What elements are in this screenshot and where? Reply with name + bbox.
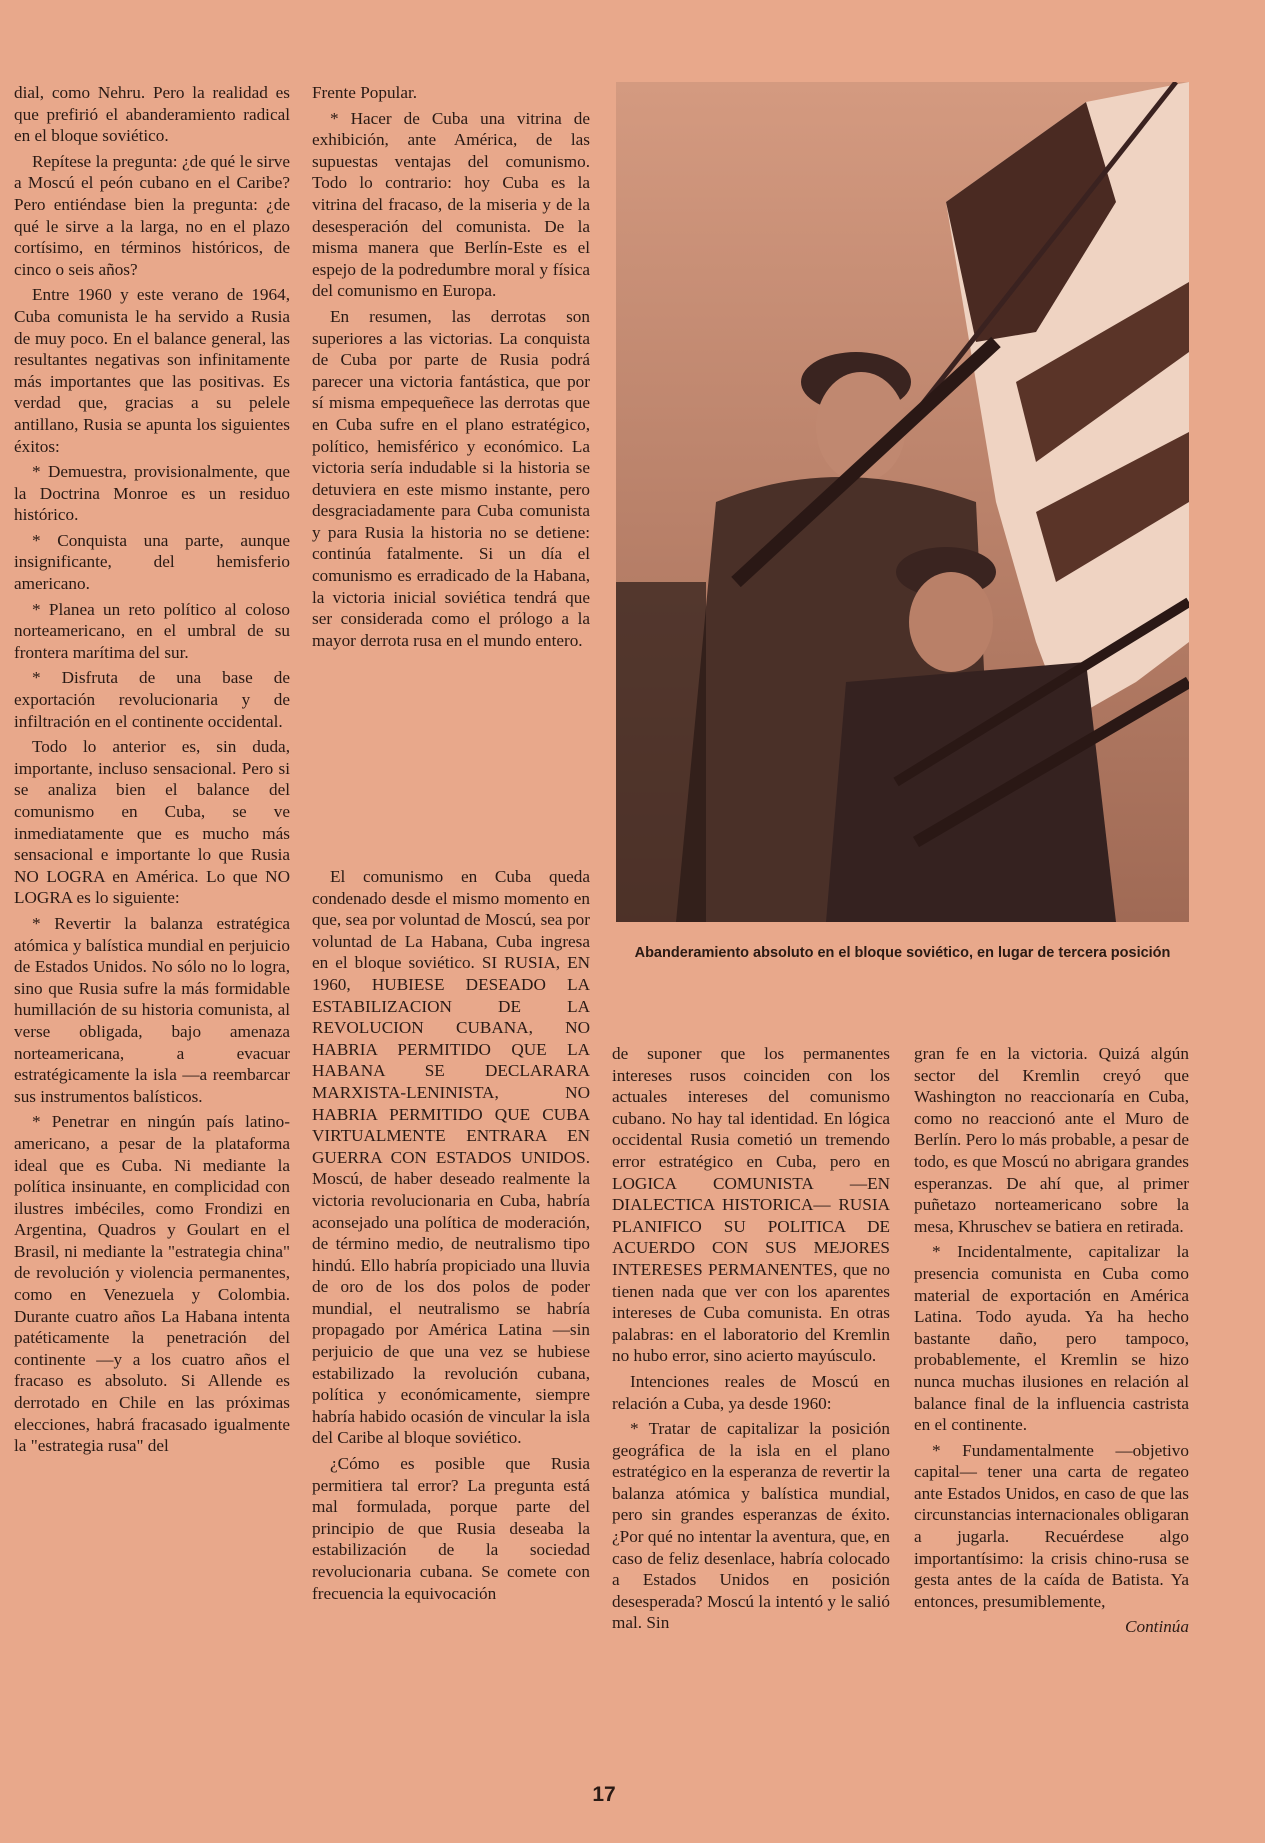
paragraph: de suponer que los permanentes intereses rusos coinciden con los actuales intereses del comunismo cubano. No hay tal identidad. En lógica occidental Rusia cometió un tremendo error estratégico en Cuba, pero en LOGICA COMUNISTA —EN DIALECTICA HISTORICA— RUSIA PLANIFICO SU POLITICA DE ACUERDO CON SUS MEJORES INTERESES PERMANENTES, que no tienen nada que ver con los aparentes intereses de Cuba comunista. En otras palabras: en el laboratorio del Kremlin no hubo error, sino acierto mayúsculo. [612,1044,890,1366]
bullet-paragraph: * Incidentalmente, capitalizar la presencia comunista en Cuba como material de exportación en América Latina. Todo ayuda. Ya ha hecho bastante daño, pero tampoco, probablemente, el Kremlin se hizo nunca muchas ilusiones en relación al balance final de la influencia castrista en el continente. [914,1242,1189,1435]
bullet-paragraph: * Demuestra, provisionalmente, que la Doctrina Monroe es un residuo histórico. [14,462,290,525]
column-2-lower [312,866,590,1608]
paragraph: dial, como Nehru. Pero la realidad es que prefirió el abanderamiento radical en el bloque soviético. [14,83,290,146]
bullet-paragraph: * Conquista una parte, aunque insignificante, del hemisferio americano. [14,530,290,594]
photo-soldiers-with-flag [616,82,1189,922]
column-2 [312,82,590,655]
paragraph: El comunismo en Cuba queda condenado desde el mismo momento en que, sea por voluntad de Moscú, sea por voluntad de La Habana, Cuba ingresa en el bloque soviético. SI RUSIA, EN 1960, HUBIESE DESEADO LA ESTABILIZACION DE LA REVOLUCION CUBANA, NO HABRIA PERMITIDO QUE LA HABANA SE DECLARARA MARXISTA-LENINISTA, NO HABRIA PERMITIDO QUE CUBA VIRTUALMENTE ENTRARA EN GUERRA CON ESTADOS UNIDOS. Moscú, de haber deseado realmente la victoria revolucionaria en Cuba, habría aconsejado una política de moderación, de término medio, de neutralismo tipo hindú. Ello habría propiciado una lluvia de oro de los dos polos de poder mundial, el neutralismo se habría propagado por América Latina —sin perjuicio de que una vez se hubiese estabilizado la revolución cubana, política y económicamente, siempre habría habido ocasión de vincular la isla del Caribe al bloque soviético. [312,867,590,1448]
bullet-paragraph: * Disfruta de una base de exportación revolucionaria y de infiltración en el continente occidental. [14,668,290,731]
paragraph: Entre 1960 y este verano de 1964, Cuba comunista le ha servido a Rusia de muy poco. En el balance general, las resultantes negativas son infinitamente más importantes que las positivas. Es verdad que, gracias a su pelele antillano, Rusia se apunta los siguientes éxitos: [14,285,290,456]
bullet-paragraph: * Planea un reto político al coloso norteamericano, en el umbral de su frontera marítima del sur. [14,599,290,662]
paragraph: Todo lo anterior es, sin duda, importante, incluso sensacional. Pero si se analiza bien el balance del comunismo en Cuba, se ve inmediatamente que es mucho más sensacional e importante lo que Rusia NO LOGRA en América. Lo que NO LOGRA es lo siguiente: [14,737,290,908]
column-1 [14,82,290,1461]
paragraph: gran fe en la victoria. Quizá algún sector del Kremlin creyó que Washington no reaccionaría en Cuba, como no reaccionó ante el Muro de Berlín. Pero lo más probable, a pesar de todo, es que Moscú no abrigara grandes esperanzas. De ahí que, al primer puñetazo norteamericano sobre la mesa, Khruschev se batiera en retirada. [914,1044,1189,1236]
photo-illustration [616,82,1189,922]
bullet-paragraph: * Hacer de Cuba una vitrina de exhibición, ante América, de las supuestas ventajas del comunismo. Todo lo contrario: hoy Cuba es la vitrina del fracaso, de la miseria y de la desesperación del comunista. De la misma manera que Berlín-Este es el espejo de la podredumbre moral y física del comunismo en Europa. [312,108,590,301]
photo-caption: Abanderamiento absoluto en el bloque soviético, en lugar de tercera posición [634,945,1171,961]
bullet-paragraph: * Tratar de capitalizar la posición geográfica de la isla en el plano estratégico en la esperanza de revertir la balanza atómica y balística mundial, pero sin grandes esperanzas de éxito. ¿Por qué no intentar la aventura, que, en caso de feliz desenlace, habría colocado a Estados Unidos en posición desesperada? Moscú la intentó y le salió mal. Sin [612,1419,890,1633]
column-3 [612,1043,890,1638]
paragraph: En resumen, las derrotas son superiores a las victorias. La conquista de Cuba por parte de Rusia podrá parecer una victoria fantástica, que por sí misma empequeñece las derrotas que en Cuba sufre en el plano estratégico, político, hemisférico y económico. La victoria sería indudable si la historia se detuviera en este mismo instante, pero desgraciadamente para Cuba comunista y para Rusia la historia no se detiene: continúa fatalmente. Si un día el comunismo es erradicado de la Habana, la victoria inicial soviética tendrá que ser considerada como el prólogo a la mayor derrota rusa en el mundo entero. [312,306,590,650]
page-number: 17 [592,1783,616,1806]
paragraph: ¿Cómo es posible que Rusia permitiera tal error? La pregunta está mal formulada, porque parte del principio de que Rusia deseaba la estabilización de la sociedad revolucionaria cubana. Se comete con frecuencia la equivocación [312,1454,590,1603]
paragraph: Intenciones reales de Moscú en relación a Cuba, ya desde 1960: [612,1371,890,1413]
bullet-paragraph: * Penetrar en ningún país latino-americano, a pesar de la plataforma ideal que es Cuba. Ni mediante la política insinuante, en complicidad con ilustres imbéciles, como Frondizi en Argentina, Quadros y Goulart en el Brasil, ni mediante la "estrategia china" de revolución y violencia permanentes, como en Venezuela y Colombia. Durante cuatro años La Habana intenta patéticamente la penetración del continente —y a los cuatro años el fracaso es absoluto. Si Allende es derrotado en Chile en las próximas elecciones, habrá fracasado igualmente la "estrategia rusa" del [14,1112,290,1456]
bullet-paragraph: * Revertir la balanza estratégica atómica y balística mundial en perjuicio de Estados Unidos. No sólo no lo logra, sino que Rusia sufre la más formidable humillación de su historia comunista, al verse obligada, bajo amenaza norteamericana, a evacuar estratégicamente la isla —a reembarcar sus instrumentos balísticos. [14,913,290,1106]
paragraph: Frente Popular. [312,83,418,102]
column-4 [914,1043,1189,1638]
continues-label: Continúa [1125,1617,1189,1637]
bullet-paragraph: * Fundamentalmente —objetivo capital— tener una carta de regateo ante Estados Unidos, en caso de que las circunstancias internacionales obligaran a jugarla. Recuérdese algo importantísimo: la crisis chino-rusa se gesta antes de la caída de Batista. Ya entonces, presumiblemente, [914,1440,1189,1611]
paragraph: Repítese la pregunta: ¿de qué le sirve a Moscú el peón cubano en el Caribe? Pero entiéndase bien la pregunta: ¿de qué le sirve a la larga, no en el plazo cortísimo, en términos históricos, de cinco o seis años? [14,151,290,279]
